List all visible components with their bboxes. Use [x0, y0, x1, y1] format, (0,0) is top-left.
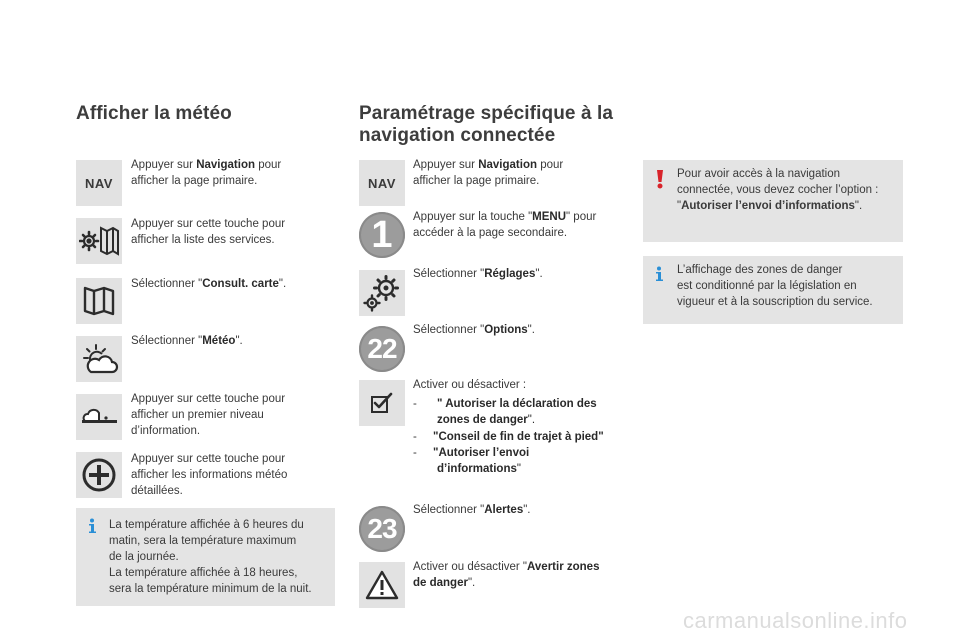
warning-triangle-icon [359, 562, 405, 608]
text: Sélectionner " [131, 335, 203, 347]
text: pour [255, 159, 282, 171]
text: afficher la liste des services. [131, 234, 275, 246]
text: ". [527, 324, 535, 336]
text: - [413, 431, 417, 443]
text: Activer ou désactiver " [413, 561, 528, 573]
text: sera la température minimum de la nuit. [109, 583, 312, 595]
map-icon [76, 278, 122, 324]
option-item-1 [413, 396, 623, 430]
right-step-2-text [413, 209, 596, 241]
text-bold: Autoriser l’envoi d’informations [681, 200, 855, 212]
left-step-4-text [131, 333, 243, 349]
text: Appuyer sur la touche " [413, 211, 533, 223]
text: Sélectionner " [413, 268, 485, 280]
step-badge-22 [359, 326, 405, 372]
text [437, 396, 597, 428]
text: " [677, 200, 682, 212]
right-step-6-text [413, 502, 531, 518]
option-item-2 [413, 429, 623, 446]
text: d’information. [131, 425, 201, 437]
text-bold: Navigation [478, 159, 537, 171]
text-bold: Avertir zones [527, 561, 600, 573]
text: Appuyer sur [131, 159, 197, 171]
left-step-1-text [131, 157, 281, 189]
text: Sélectionner " [131, 278, 203, 290]
right-step-3-text [413, 266, 543, 282]
text: Pour avoir accès à la navigation [677, 168, 841, 180]
text-bold: MENU [532, 211, 567, 223]
badge-number: 1 [371, 213, 393, 256]
text: matin, sera la température maximum [109, 535, 297, 547]
text-bold: d’informations [437, 463, 517, 475]
text-bold: Alertes [484, 504, 524, 516]
nav-button-label: NAV [368, 175, 396, 191]
plus-circle-icon [76, 452, 122, 498]
gears-icon [359, 270, 405, 316]
text-bold: "Conseil de fin de trajet à pied" [433, 431, 604, 443]
checkbox-icon [359, 380, 405, 426]
text: Appuyer sur [413, 159, 479, 171]
info-note [643, 256, 903, 324]
text: ". [535, 268, 543, 280]
exclamation-icon [650, 169, 670, 194]
text: La température affichée à 18 heures, [109, 567, 298, 579]
watermark: carmanualsonline.info [683, 608, 908, 633]
right-section-title [359, 103, 613, 147]
text-bold: de danger [413, 577, 468, 589]
text: " pour [566, 211, 597, 223]
text: ". [854, 200, 863, 212]
step-badge-23 [359, 506, 405, 552]
text: est conditionné par la législation en [677, 280, 857, 292]
text: connectée, vous devez cocher l’option : [677, 184, 879, 196]
text: Appuyer sur cette touche pour [131, 453, 286, 465]
left-step-5-text [131, 391, 285, 439]
text: de la journée. [109, 551, 179, 563]
option-item-3 [413, 445, 623, 479]
left-step-2-text [131, 216, 285, 248]
weather-icon [76, 336, 122, 382]
text-bold: zones de danger [437, 414, 528, 426]
nav-button [359, 160, 405, 206]
text: ". [278, 278, 287, 290]
nav-button-label: NAV [85, 175, 113, 191]
text: " [516, 463, 521, 475]
text: Appuyer sur cette touche pour [131, 393, 286, 405]
text-bold: "Autoriser l’envoi [433, 447, 530, 459]
text: afficher un premier niveau [131, 409, 264, 421]
step-badge-1 [359, 212, 405, 258]
info-icon [84, 518, 100, 539]
text: afficher la page primaire. [413, 175, 540, 187]
text: navigation connectée [359, 125, 556, 146]
warning-note [643, 160, 903, 242]
text: - [413, 398, 417, 410]
text: afficher la page primaire. [131, 175, 258, 187]
left-info-note [76, 508, 335, 606]
badge-number: 22 [367, 333, 397, 364]
text-bold: " Autoriser la déclaration des [437, 398, 597, 410]
text: Sélectionner " [413, 324, 485, 336]
text [433, 445, 529, 477]
right-step-5-intro: Activer ou désactiver : [413, 379, 527, 391]
text: ". [235, 335, 243, 347]
text-bold: Réglages [484, 268, 536, 280]
text: La température affichée à 6 heures du [109, 519, 304, 531]
text: vigueur et à la souscription du service. [677, 296, 873, 308]
text-bold: Navigation [196, 159, 255, 171]
badge-number: 23 [367, 513, 397, 544]
text: pour [537, 159, 564, 171]
text: Paramétrage spécifique à la [359, 103, 614, 124]
text: Sélectionner " [413, 504, 485, 516]
text-bold: Consult. carte [202, 278, 279, 290]
right-step-1-text [413, 157, 563, 189]
text: détaillées. [131, 485, 183, 497]
right-step-7-text [413, 559, 599, 591]
text: Appuyer sur cette touche pour [131, 218, 286, 230]
nav-button [76, 160, 122, 206]
text: ". [523, 504, 531, 516]
left-step-6-text [131, 451, 287, 499]
left-section-title: Afficher la météo [76, 103, 232, 124]
text: ". [527, 414, 536, 426]
text-bold: Options [484, 324, 528, 336]
text: - [413, 447, 417, 459]
text: afficher les informations météo [131, 469, 288, 481]
text: accéder à la page secondaire. [413, 227, 568, 239]
left-step-3-text [131, 276, 286, 292]
cloud-bar-icon [76, 394, 122, 440]
info-icon [651, 266, 667, 287]
text: L’affichage des zones de danger [677, 264, 843, 276]
right-step-4-text [413, 322, 535, 338]
text-bold: Météo [202, 335, 236, 347]
services-gear-map-icon [76, 218, 122, 264]
text: ". [467, 577, 476, 589]
